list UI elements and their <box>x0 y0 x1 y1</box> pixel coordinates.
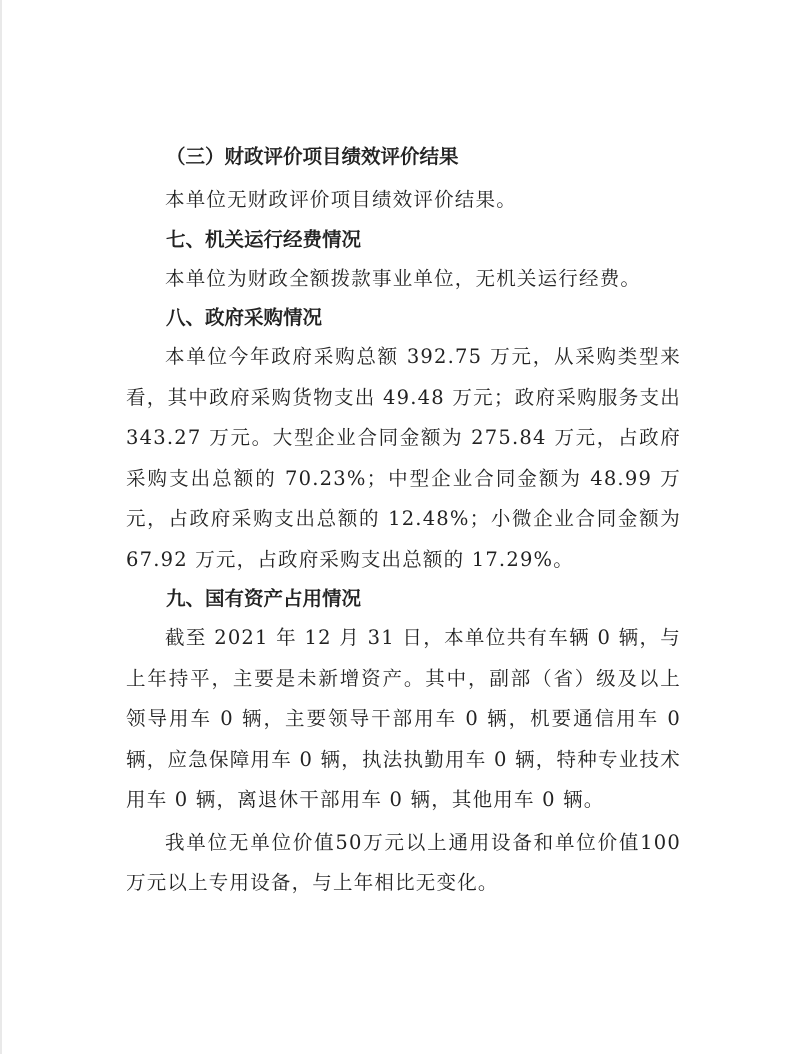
section-heading-operating-expenses: 七、机关运行经费情况 <box>166 227 362 251</box>
section-heading-state-assets: 九、国有资产占用情况 <box>166 587 362 610</box>
paragraph-equipment: 我单位无单位价值50万元以上通用设备和单位价值100万元以上专用设备，与上年相比无变化。 <box>126 830 681 894</box>
paragraph-vehicles: 截至 2021 年 12 月 31 日，本单位共有车辆 0 辆，与上年持平，主要是未新增资产。其中，副部（省）级及以上领导用车 0 辆，主要领导干部用车 0 辆，机要通信用车 0 辆，应急保障用车 0 辆，执法执勤用车 0 辆，特种专业技术用车 0 辆，离退休干部用车 0 辆，其他用车 0 辆。 <box>126 626 681 811</box>
paragraph-procurement: 本单位今年政府采购总额 392.75 万元，从采购类型来看，其中政府采购货物支出 49.48 万元；政府采购服务支出 343.27 万元。大型企业合同金额为 275.84 万元，占政府采购支出总额的 70.23%；中型企业合同金额为 48.99 万元，占政府采购支出总额的 12.48%；小微企业合同金额为 67.92 万元，占政府采购支出总额的 17.29%。 <box>126 345 681 571</box>
page-edge-shadow <box>0 0 2 1054</box>
paragraph-performance-evaluation: 本单位无财政评价项目绩效评价结果。 <box>165 188 517 211</box>
document-body <box>126 138 681 904</box>
section-heading-performance-evaluation: （三）财政评价项目绩效评价结果 <box>166 145 459 168</box>
section-heading-procurement: 八、政府采购情况 <box>166 306 323 329</box>
paragraph-operating-expenses: 本单位为财政全额拨款事业单位，无机关运行经费。 <box>165 266 642 290</box>
